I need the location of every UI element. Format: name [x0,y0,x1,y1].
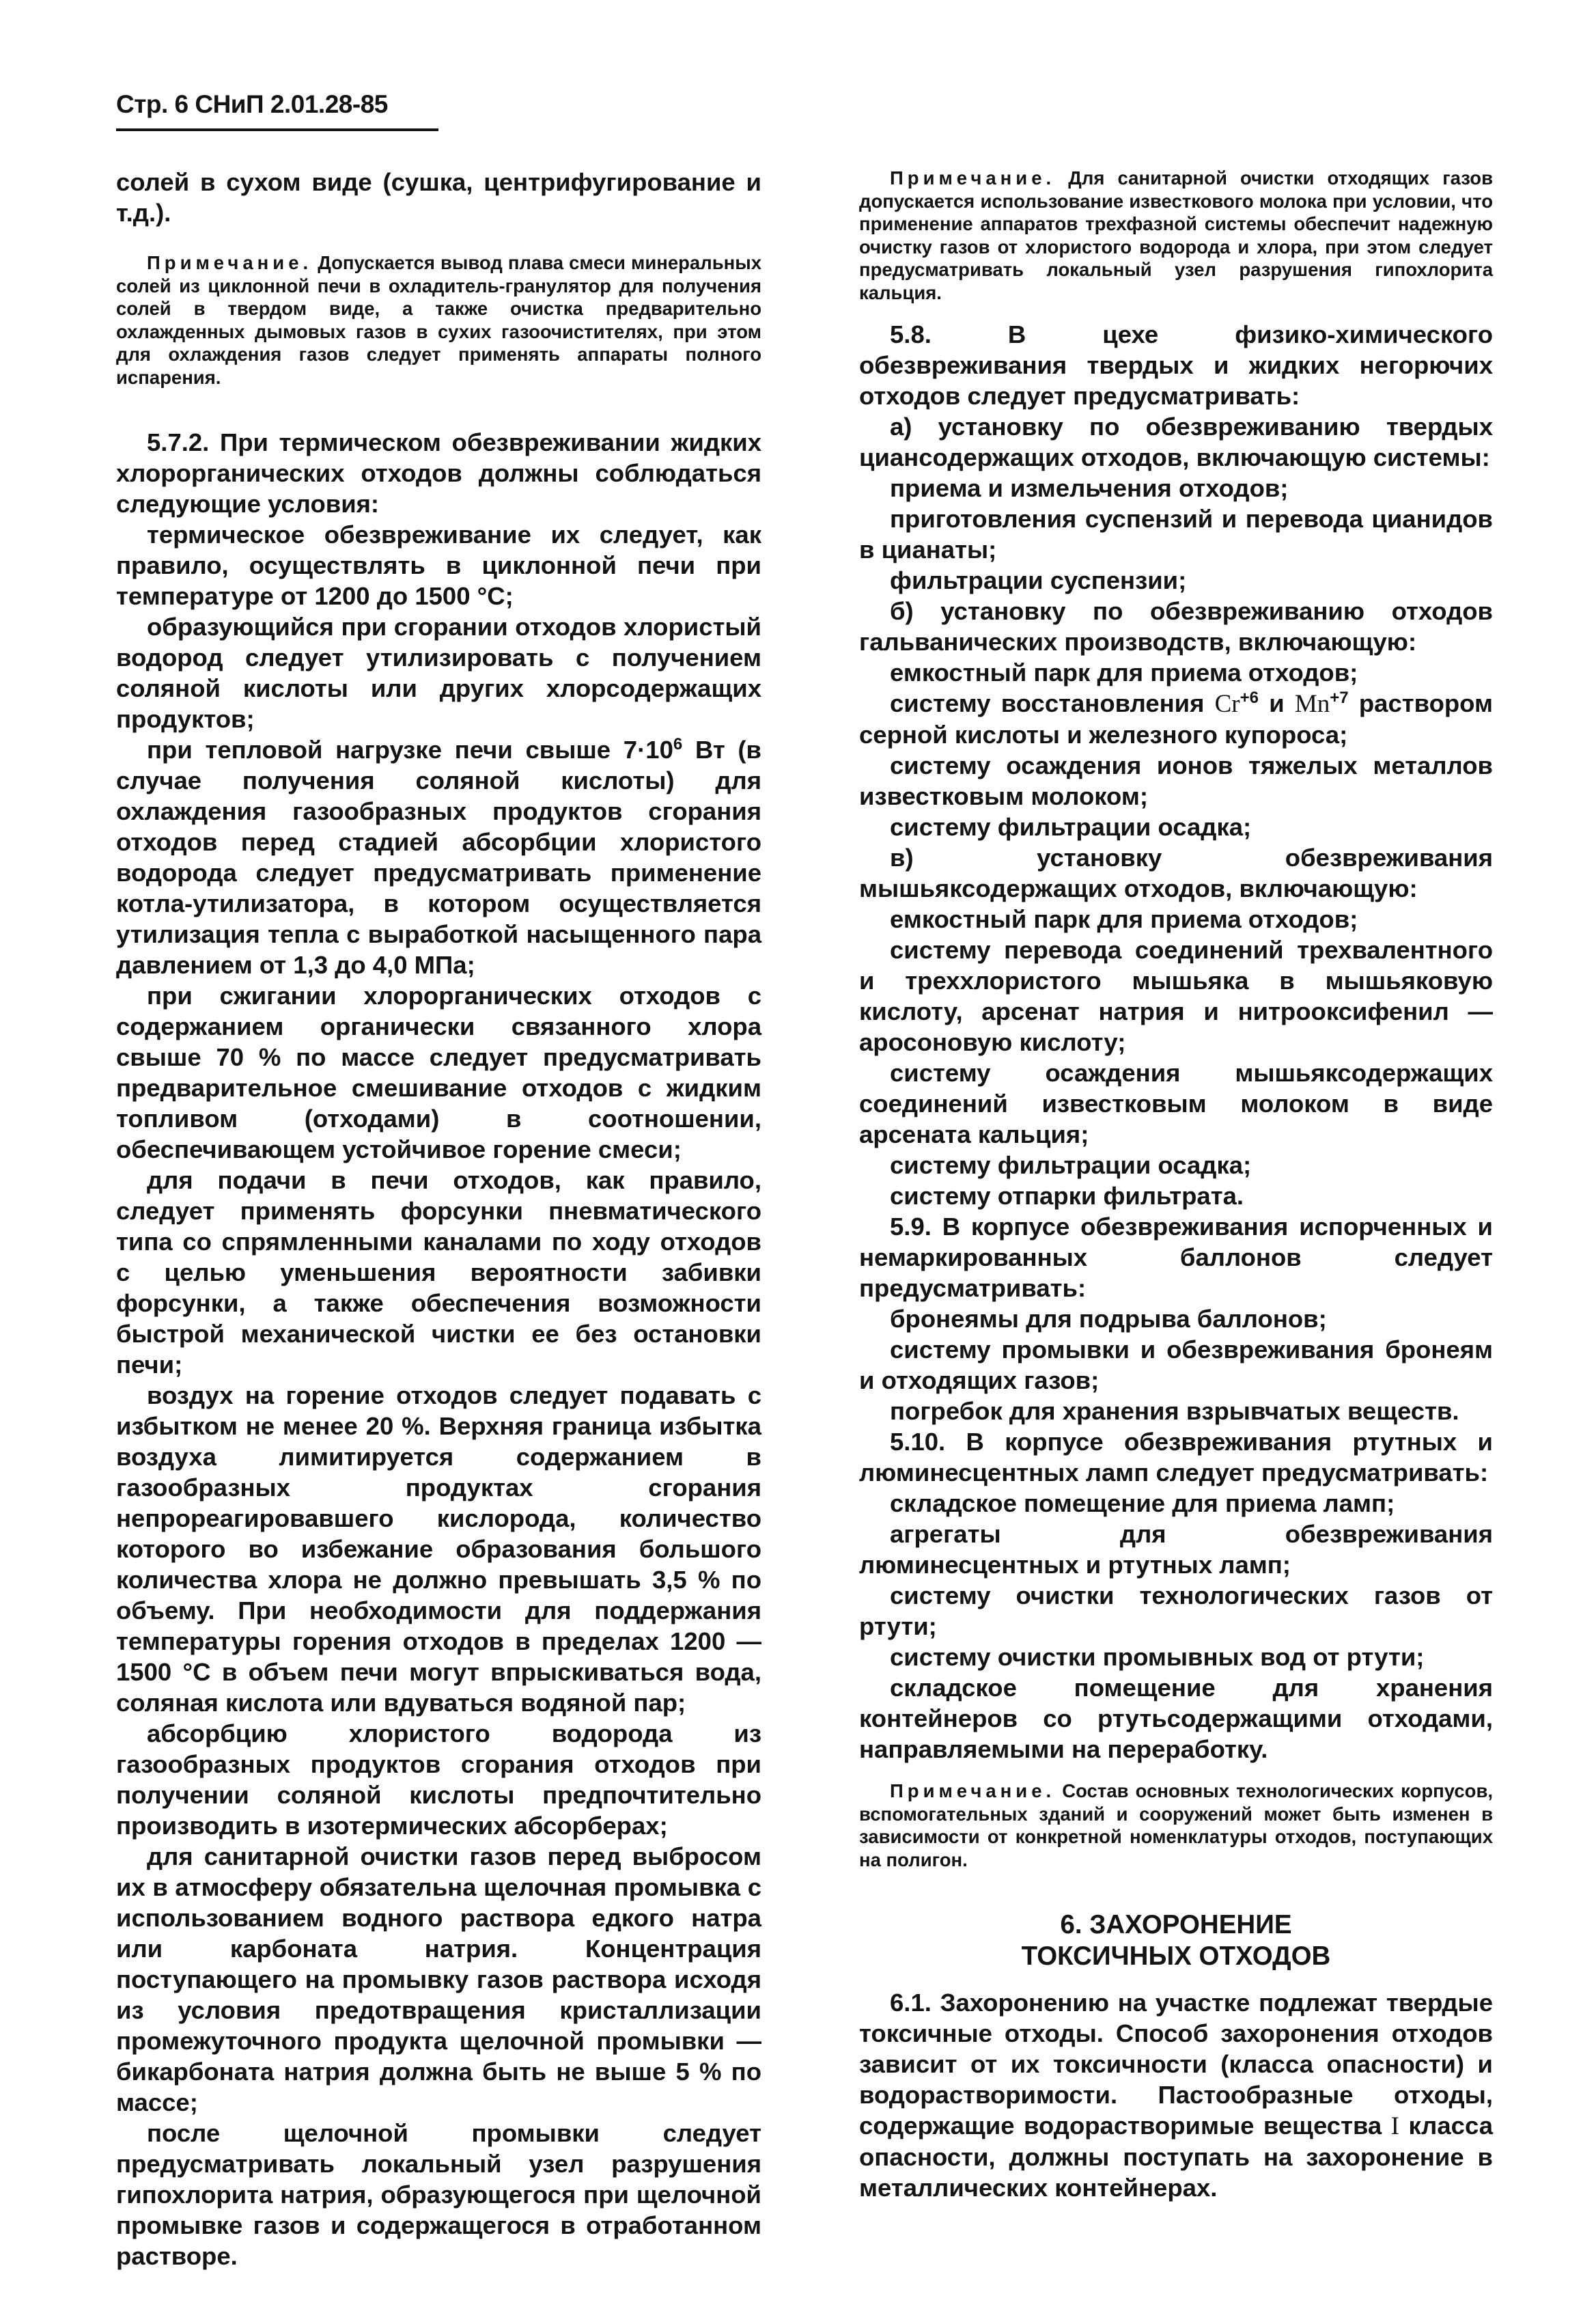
heat-load-text: при тепловой нагрузке печи свыше 7·10 [147,736,673,764]
note-text: Допускается вывод плава смеси минеральных солей из циклонной печи в охладитель-гранулятор для получения солей в твердом виде, а также очистка предварительно охлажденных дымовых газов в сухих газоочистителях, при этом для охлаждения газов следует применять аппараты полного испарения. [116,252,761,388]
note-cyclone-furnace [116,251,761,389]
note-label: Примечание. [890,1780,1056,1801]
item-5-10-2: агрегаты для обезвреживания люминесцентных и ртутных ламп; [859,1520,1493,1579]
chromium-valence: +6 [1240,688,1259,707]
condition-hydrogen-chloride: образующийся при сгорании отходов хлористый водород следует утилизировать с получением соляной кислоты или других хлорсодержащих продуктов; [116,613,761,733]
condition-absorption: абсорбцию хлористого водорода из газообразных продуктов сгорания отходов при получении соляной кислоты предпочтительно производить в изотермических абсорберах; [116,1719,761,1840]
hazard-class-numeral: I [1390,2112,1399,2140]
heat-load-text-rest: Вт (в случае получения соляной кислоты) для охлаждения газообразных продуктов сгорания отходов перед стадией абсорбции хлористого водорода следует предусматривать применение котла-утилизатора, в котором осуществляется утилизация тепла с выработкой насыщенного пара давлением от 1,3 до 4,0 МПа; [116,736,761,979]
item-5-8-b-1: емкостный парк для приема отходов; [890,659,1358,687]
item-5-8-c-3: систему осаждения мышьяксодержащих соединений известковым молоком в виде арсената кальция; [859,1059,1493,1148]
left-column [116,167,761,2271]
item-5-8-b: б) установку по обезвреживанию отходов гальванических производств, включающую: [859,597,1493,656]
note-text: Для санитарной очистки отходящих газов допускается использование известкового молока при условии, что применение аппаратов трехфазной системы обеспечит надежную очистку газов от хлористого водорода и хлора, при этом следует предусматривать локальный узел разрушения гипохлорита кальция. [859,167,1493,303]
section-title-line-2: ТОКСИЧНЫХ ОТХОДОВ [1021,1941,1331,1971]
item-5-8-a-3: фильтрации суспензии; [890,566,1187,594]
item-5-9-3: погребок для хранения взрывчатых веществ. [890,1397,1459,1425]
item-5-9-2: систему промывки и обезвреживания бронеям и отходящих газов; [859,1336,1493,1394]
condition-hypochlorite: после щелочной промывки следует предусматривать локальный узел разрушения гипохлорита натрия, образующегося при щелочной промывке газов и содержащегося в отработанном растворе. [116,2119,761,2270]
item-5-8-c-1: емкостный парк для приема отходов; [890,905,1358,933]
section-title-line-1: 6. ЗАХОРОНЕНИЕ [1060,1910,1292,1939]
clause-5-10: 5.10. В корпусе обезвреживания ртутных и люминесцентных ламп следует предусматривать: [859,1428,1493,1486]
item-5-8-c-4: систему фильтрации осадка; [890,1151,1252,1179]
condition-heat-load [116,734,761,980]
condition-chlorine-content: при сжигании хлорорганических отходов с содержанием органически связанного хлора свыше 70 % по массе следует предусматривать предварительное смешивание отходов с жидким топливом (отходами) в соотношении, обеспечивающем устойчивое горение смеси; [116,982,761,1163]
right-column [859,167,1493,2203]
item-5-10-4: систему очистки промывных вод от ртути; [890,1643,1425,1671]
condition-nozzles: для подачи в печи отходов, как правило, следует применять форсунки пневматического типа со спрямленными каналами по ходу отходов с целью уменьшения вероятности забивки форсунки, а также обеспечения возможности быстрой механической чистки ее без остановки печи; [116,1166,761,1379]
heat-load-exponent: 6 [673,734,683,753]
item-5-8-b-4: систему фильтрации осадка; [890,813,1252,841]
clause-6-1-text-rest: класса опасности, должны поступать на захоронение в металлических контейнерах. [859,2112,1493,2202]
conjunction: и [1258,689,1295,717]
clause-5-7-2: 5.7.2. При термическом обезвреживании жидких хлорорганических отходов должны соблюдаться следующие условия: [116,428,761,518]
item-5-8-c-2: систему перевода соединений трехвалентного и треххлористого мышьяка в мышьяковую кислоту, арсенат натрия и нитрооксифенил — аросоновую кислоту; [859,936,1493,1056]
item-5-10-5: складское помещение для хранения контейнеров со ртутьсодержащими отходами, направляемыми на переработку. [859,1674,1493,1763]
manganese-symbol: Mn [1294,690,1330,718]
paragraph-continuation: солей в сухом виде (сушка, центрифугирование и т.д.). [116,168,761,227]
note-lime-milk [859,167,1493,304]
note-text: Состав основных технологических корпусов, вспомогательных зданий и сооружений может быть изменен в зависимости от конкретной номенклатуры отходов, поступающих на полигон. [859,1780,1493,1870]
note-buildings-composition [859,1780,1493,1871]
condition-alkaline-washing: для санитарной очистки газов перед выбросом их в атмосферу обязательна щелочная промывка с использованием водного раствора едкого натра или карбоната натрия. Концентрация поступающего на промывку газов раствора исходя из условия предотвращения кристаллизации промежуточного продукта щелочной промывки — бикарбоната натрия должна быть не выше 5 % по массе; [116,1842,761,2116]
note-label: Примечание. [890,167,1056,189]
clause-6-1-text: 6.1. Захоронению на участке подлежат твердые токсичные отходы. Способ захоронения отходов зависит от их токсичности (класса опасности) и водорастворимости. Пастообразные отходы, содержащие водорастворимые вещества [859,1989,1493,2140]
condition-temperature: термическое обезвреживание их следует, как правило, осуществлять в циклонной печи при температуре от 1200 до 1500 °С; [116,521,761,610]
clause-6-1 [859,1987,1493,2203]
item-5-8-a-1: приема и измельчения отходов; [890,474,1289,502]
condition-air-excess: воздух на горение отходов следует подавать с избытком не менее 20 %. Верхняя граница избытка воздуха лимитируется содержанием в газообразных продуктах сгорания непрореагировавшего кислорода, количество которого во избежание образования большого количества хлора не должно превышать 3,5 % по объему. При необходимости для поддержания температуры горения отходов в пределах 1200 — 1500 °С в объем печи могут впрыскиваться вода, соляная кислота или вдуваться водяной пар; [116,1381,761,1717]
chromium-symbol: Cr [1214,690,1240,718]
item-5-8-b-3: систему осаждения ионов тяжелых металлов известковым молоком; [859,751,1493,810]
clause-5-9: 5.9. В корпусе обезвреживания испорченных и немаркированных баллонов следует предусматривать: [859,1213,1493,1302]
note-label: Примечание. [147,252,313,273]
item-5-8-a: а) установку по обезвреживанию твердых циансодержащих отходов, включающую системы: [859,413,1493,471]
item-5-9-1: бронеямы для подрыва баллонов; [890,1305,1327,1333]
item-5-10-3: систему очистки технологических газов от ртути; [859,1581,1493,1640]
item-5-8-a-2: приготовления суспензий и перевода цианидов в цианаты; [859,505,1493,564]
item-5-8-c: в) установку обезвреживания мышьяксодержащих отходов, включающую: [859,844,1493,902]
item-5-8-c-5: систему отпарки фильтрата. [890,1182,1244,1210]
reduction-text: систему восстановления [890,689,1215,717]
item-5-10-1: складское помещение для приема ламп; [890,1489,1395,1517]
item-5-8-b-2 [859,688,1493,750]
reduction-text-rest: раствором серной кислоты и железного купороса; [859,689,1493,749]
clause-5-8: 5.8. В цехе физико-химического обезвреживания твердых и жидких негорючих отходов следует предусматривать: [859,320,1493,410]
page-header: Стр. 6 СНиП 2.01.28-85 [116,90,438,131]
manganese-valence: +7 [1330,688,1349,707]
